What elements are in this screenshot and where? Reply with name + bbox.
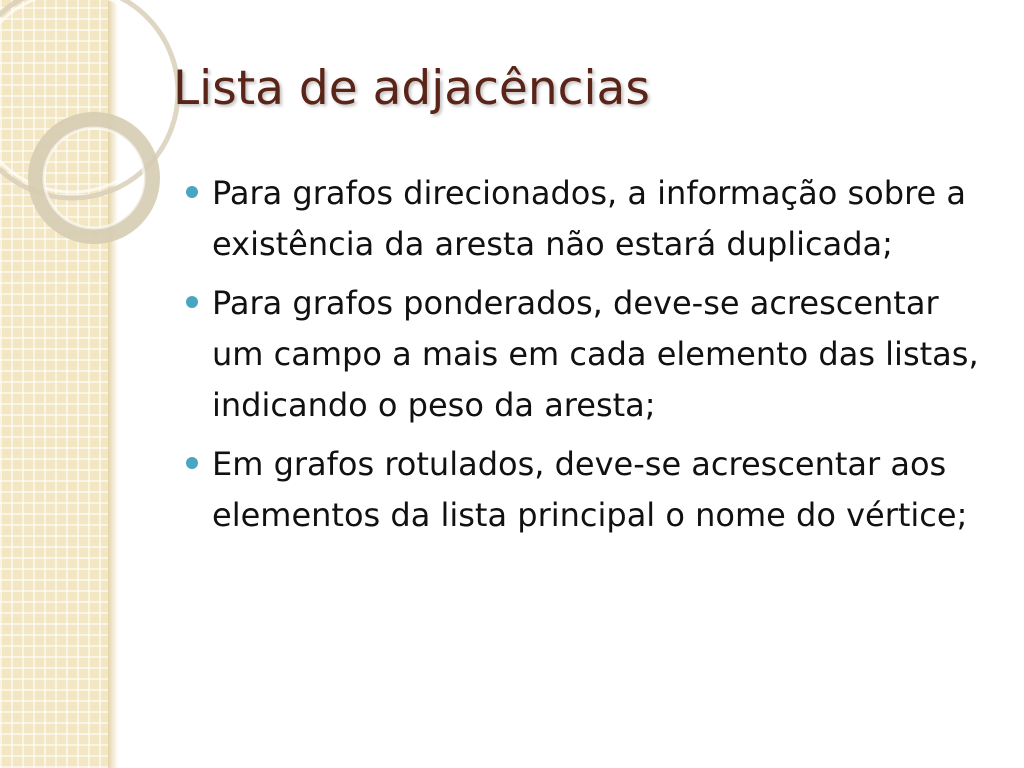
bullet-item (186, 168, 986, 270)
bullet-text: Em grafos rotulados, deve-se acrescentar aos elementos da lista principal o nome do vértice; (212, 445, 968, 534)
bullet-dot-icon (186, 186, 198, 198)
bullet-text: Para grafos direcionados, a informação sobre a existência da aresta não estará duplicada; (212, 174, 966, 263)
slide-title: Lista de adjacências (173, 61, 650, 116)
bullet-item (186, 439, 986, 541)
bullet-dot-icon (186, 296, 198, 308)
bullet-list (186, 168, 986, 549)
small-ring-highlight-shape (44, 128, 144, 228)
decorative-rings (0, 0, 200, 260)
bullet-dot-icon (186, 457, 198, 469)
bullet-text: Para grafos ponderados, deve-se acrescentar um campo a mais em cada elemento das listas, indicando o peso da aresta; (212, 284, 979, 424)
bullet-item (186, 278, 986, 431)
